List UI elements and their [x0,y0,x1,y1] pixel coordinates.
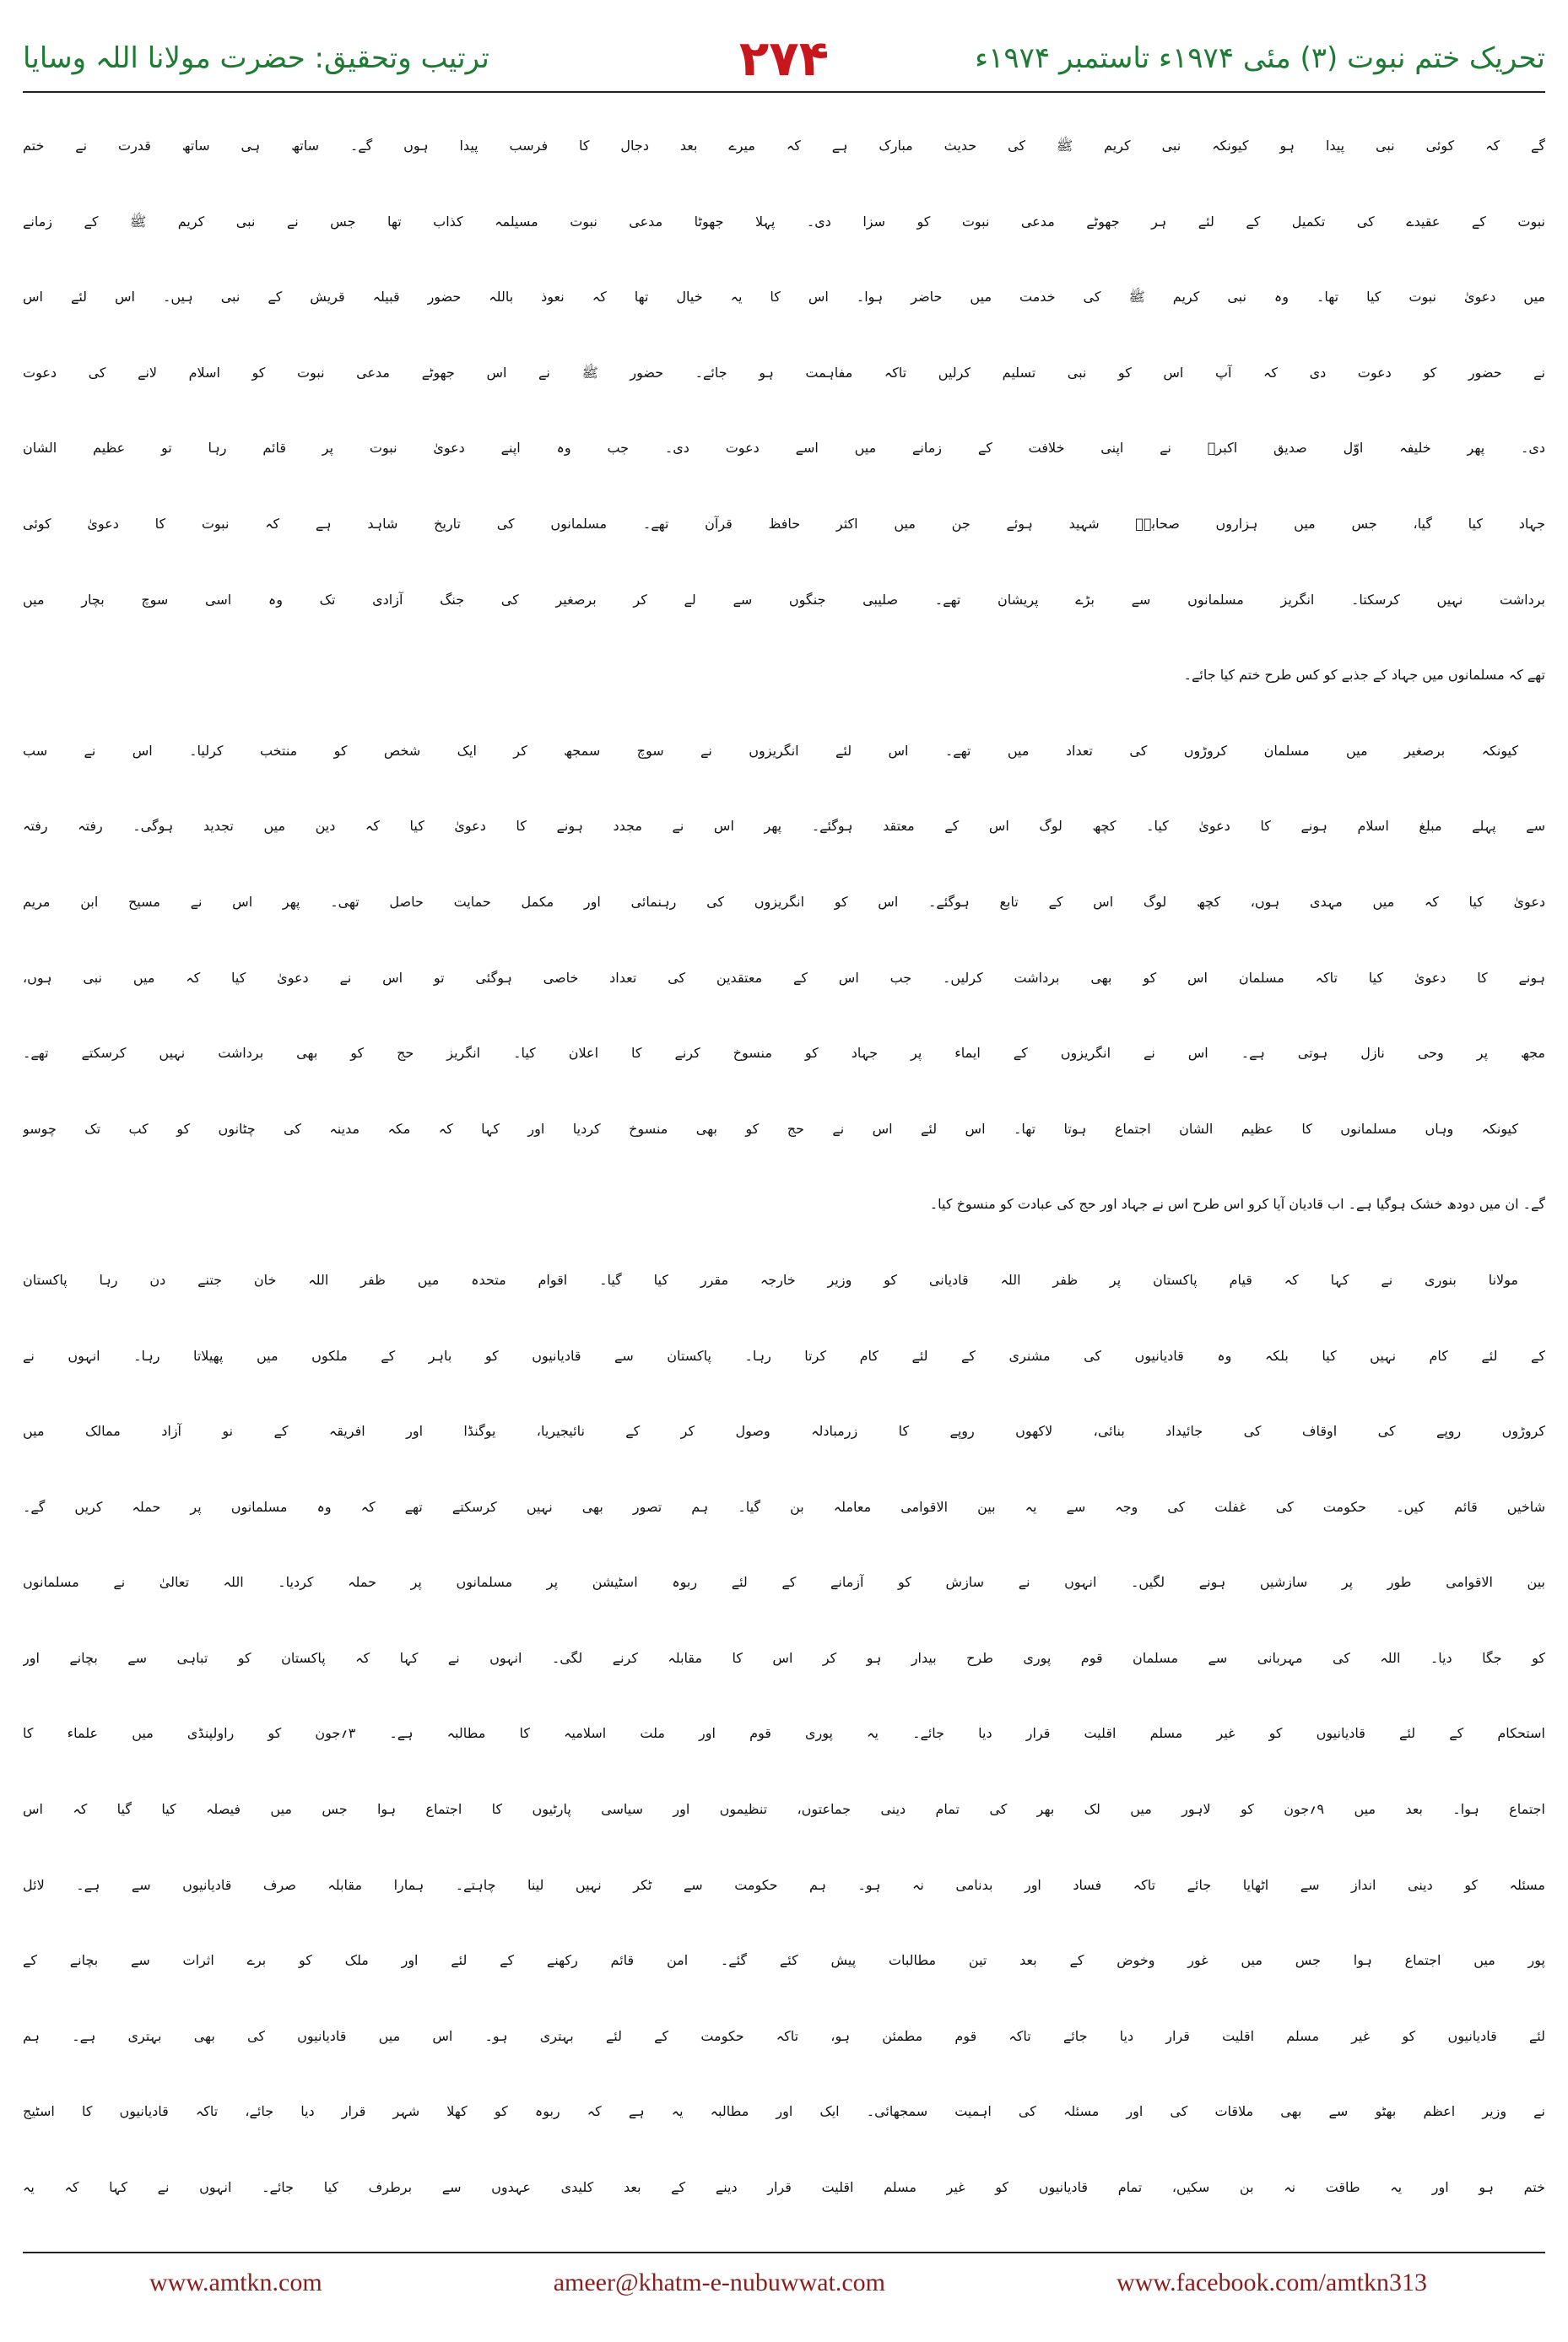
footer-website: www.amtkn.com [149,2269,322,2296]
body-line: نبوت کے عقیدے کی تکمیل کے لئے ہر جھوٹے مدعی نبوت کو سزا دی۔ پہلا جھوٹا مدعی نبوت مسیلمہ کذاب تھا جس نے نبی کریم ﷺ کے زمانے [23,213,1545,230]
page-number: ۲۷۴ [738,30,830,87]
body-line: کیونکہ برصغیر میں مسلمان کروڑوں کی تعداد میں تھے۔ اس لئے انگریزوں نے سوچ سمجھ کر ایک شخص کو منتخب کرلیا۔ اس نے سب [23,742,1518,759]
series-title: تحریک ختم نبوت (۳) مئی ۱۹۷۴ء تاستمبر ۱۹۷۴ء [975,41,1545,75]
body-line: جہاد کیا گیا، جس میں ہزاروں صحابہؓ شہید ہوئے جن میں اکثر حافظ قرآن تھے۔ مسلمانوں کی تاریخ شاہد ہے کہ نبوت کا دعویٰ کوئی [23,515,1545,532]
body-line: کروڑوں روپے کی اوقاف کی جائیداد بنائی، لاکھوں روپے کا زرمبادلہ وصول کر کے نائیجیریا، یوگنڈا اور افریقہ کے نو آزاد ممالک میں [23,1423,1545,1440]
body-line: پور میں اجتماع ہوا جس میں غور وخوض کے بعد تین مطالبات پیش کئے گئے۔ امن قائم رکھنے کے لئے اور ملک کو برے اثرات سے بچانے کے [23,1952,1545,1969]
body-line: کے لئے کام نہیں کیا بلکہ وہ قادیانیوں کی مشنری کے لئے کام کرتا رہا۔ پاکستان سے قادیانیوں کو باہر کے ملکوں میں پھیلاتا رہا۔ انہوں نے [23,1347,1545,1364]
page-footer [23,2262,1545,2304]
body-line: سے پہلے مبلغ اسلام ہونے کا دعویٰ کیا۔ کچھ لوگ اس کے معتقد ہوگئے۔ پھر اس نے مجدد ہونے کا دعویٰ کیا کہ دین میں تجدید ہوگی۔ رفتہ رفتہ [23,818,1545,835]
body-line: مولانا بنوری نے کہا کہ قیام پاکستان پر ظفر اللہ قادیانی کو وزیر خارجہ مقرر کیا گیا۔ اقوام متحدہ میں ظفر اللہ خان جتنے دن رہا پاکستان [23,1271,1519,1288]
body-line: گے کہ کوئی نبی پیدا ہو کیونکہ نبی کریم ﷺ کی حدیث مبارک ہے کہ میرے بعد دجال کا فرسب پیدا ہوں گے۔ ساتھ ہی ساتھ قدرت نے ختم [23,138,1545,154]
footer-facebook: www.facebook.com/amtkn313 [1117,2269,1427,2296]
body-line: دعویٰ کیا کہ میں مہدی ہوں، کچھ لوگ اس کے تابع ہوگئے۔ اس کو انگریزوں کی رہنمائی اور مکمل حمایت حاصل تھی۔ پھر اس نے مسیح ابن مریم [23,893,1545,910]
body-line: دی۔ پھر خلیفہ اوّل صدیق اکبرؓ نے اپنی خلافت کے زمانے میں اسے دعوت دی۔ جب وہ اپنے دعویٰ نبوت پر قائم رہا تو عظیم الشان [23,440,1545,457]
body-line: ہونے کا دعویٰ کیا تاکہ مسلمان اس کو بھی برداشت کرلیں۔ جب اس کے معتقدین کی تعداد خاصی ہوگئی تو اس نے دعویٰ کیا کہ میں نبی ہوں، [23,969,1545,986]
body-line: شاخیں قائم کیں۔ حکومت کی غفلت کی وجہ سے یہ بین الاقوامی معاملہ بن گیا۔ ہم تصور بھی نہیں کرسکتے تھے کہ وہ مسلمانوں پر حملہ کریں گے۔ [23,1498,1545,1515]
footer-divider [23,2252,1545,2253]
body-line: میں دعویٰ نبوت کیا تھا۔ وہ نبی کریم ﷺ کی خدمت میں حاضر ہوا۔ اس کا یہ خیال تھا کہ نعوذ باللہ حضور قبیلہ قریش کے نبی ہیں۔ اس لئے اس [23,289,1545,306]
body-text [23,108,1545,2226]
body-line: اجتماع ہوا۔ بعد میں ۹؍جون کو لاہور میں لک بھر کی تمام دینی جماعتوں، تنظیموں اور سیاسی پارٹیوں کا اجتماع ہوا جس میں فیصلہ کیا گیا کہ اس [23,1801,1545,1818]
body-line: مسئلہ کو دینی انداز سے اٹھایا جائے تاکہ فساد اور بدنامی نہ ہو۔ ہم حکومت سے ٹکر نہیں لینا چاہتے۔ ہمارا مقابلہ صرف قادیانیوں سے ہے۔ لائل [23,1876,1545,1893]
body-line: تھے کہ مسلمانوں میں جہاد کے جذبے کو کس طرح ختم کیا جائے۔ [1183,667,1545,684]
body-line: استحکام کے لئے قادیانیوں کو غیر مسلم اقلیت قرار دیا جائے۔ یہ پوری قوم اور ملت اسلامیہ کا مطالبہ ہے۔ ۳؍جون کو راولپنڈی میں علماء کا [23,1725,1545,1742]
body-line: ختم ہو اور یہ طاقت نہ بن سکیں، تمام قادیانیوں کو غیر مسلم اقلیت قرار دینے کے بعد کلیدی عہدوں سے برطرف کیا جائے۔ انہوں نے کہا کہ یہ [23,2179,1545,2196]
body-line: گے۔ ان میں دودھ خشک ہوگیا ہے۔ اب قادیان آیا کرو اس طرح اس نے جہاد اور حج کی عبادت کو منسوخ کیا۔ [929,1196,1545,1213]
body-line: مجھ پر وحی نازل ہوتی ہے۔ اس نے انگریزوں کے ایماء پر جہاد کو منسوخ کرنے کا اعلان کیا۔ انگریز حج کو بھی برداشت نہیں کرسکتے تھے۔ [23,1045,1545,1062]
body-line: بین الاقوامی طور پر سازشیں ہونے لگیں۔ انہوں نے سازش کو آزمانے کے لئے ربوہ اسٹیشن پر مسلمانوں پر حملہ کردیا۔ اللہ تعالیٰ نے مسلمانوں [23,1574,1545,1591]
body-line: برداشت نہیں کرسکتا۔ انگریز مسلمانوں سے بڑے پریشان تھے۔ صلیبی جنگوں سے لے کر برصغیر کی جنگ آزادی تک وہ اسی سوچ بچار میں [23,591,1545,608]
header-divider [23,91,1545,93]
body-line: نے حضور کو دعوت دی کہ آپ اس کو نبی تسلیم کرلیں تاکہ مفاہمت ہو جائے۔ حضور ﷺ نے اس جھوٹے مدعی نبوت کو اسلام لانے کی دعوت [23,364,1545,381]
footer-email: ameer@khatm-e-nubuwwat.com [553,2269,886,2296]
body-line: کو جگا دیا۔ اللہ کی مہربانی سے مسلمان قوم پوری طرح بیدار ہو کر اس کا مقابلہ کرنے لگی۔ انہوں نے کہا کہ پاکستان کو تباہی سے بچانے اور [23,1649,1545,1666]
page-header [23,27,1545,89]
compiler-credit: ترتیب وتحقیق: حضرت مولانا اللہ وسایا [23,41,489,75]
body-line: کیونکہ وہاں مسلمانوں کا عظیم الشان اجتماع ہوتا تھا۔ اس لئے اس نے حج کو بھی منسوخ کردیا اور کہا کہ مکہ مدینہ کی چٹانوں کو کب تک چوسو [23,1120,1518,1137]
body-line: لئے قادیانیوں کو غیر مسلم اقلیت قرار دیا جائے تاکہ قوم مطمئن ہو، تاکہ حکومت کے لئے بہتری ہو۔ اس میں قادیانیوں کی بھی بہتری ہے۔ ہم [23,2027,1545,2044]
body-line: نے وزیر اعظم بھٹو سے بھی ملاقات کی اور مسئلہ کی اہمیت سمجھائی۔ ایک اور مطالبہ یہ ہے کہ ربوہ کو کھلا شہر قرار دیا جائے، تاکہ قادیانیوں کا اسٹیج [23,2103,1545,2120]
